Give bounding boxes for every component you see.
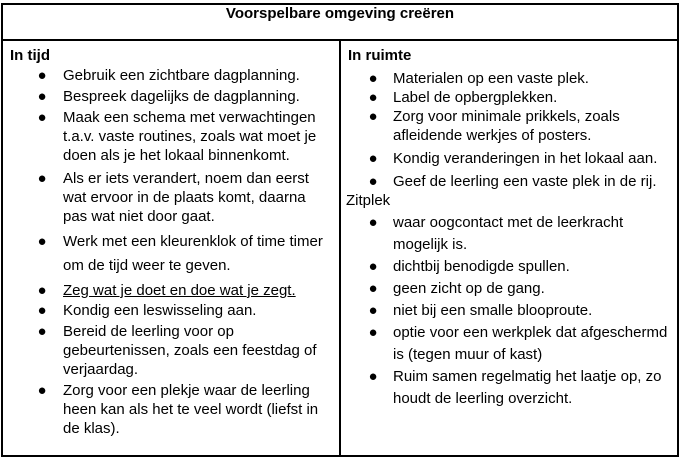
list-item: ● Kondig veranderingen in het lokaal aan. [368, 150, 658, 167]
list-in-tijd [3, 66, 339, 438]
list-zitplek [341, 212, 677, 410]
bullet-icon: ● [37, 170, 47, 187]
list-item: ● waar oogcontact met de leerkracht mogelijk is. [368, 214, 624, 253]
bullet-icon: ● [37, 67, 47, 84]
list-item: ● Zorg voor minimale prikkels, zoals afleidende werkjes of posters. [368, 108, 620, 144]
bullet-icon: ● [368, 89, 378, 106]
bullet-icon: ● [37, 282, 47, 299]
bullet-icon: ● [368, 258, 378, 275]
document-table [1, 3, 679, 457]
list-item: ● Als er iets verandert, noem dan eerst wat ervoor in de plaats komt, daarna pas wat niet door gaat. [37, 170, 309, 225]
bullet-icon: ● [368, 70, 378, 87]
bullet-icon: ● [368, 368, 378, 385]
bullet-icon: ● [368, 302, 378, 319]
bullet-icon: ● [368, 173, 378, 190]
heading-in-ruimte: In ruimte [348, 47, 412, 64]
subheading-zitplek: Zitplek [346, 192, 391, 209]
table-title: Voorspelbare omgeving creëren [2, 4, 678, 40]
list-item: ● Gebruik een zichtbare dagplanning. [37, 67, 300, 84]
list-item: ● Zeg wat je doet en doe wat je zegt. [37, 282, 296, 299]
bullet-icon: ● [368, 214, 378, 231]
list-item: ● Zorg voor een plekje waar de leerling heen kan als het te veel wordt (liefst in de klas). [37, 382, 319, 437]
list-item: ● Materialen op een vaste plek. [368, 70, 589, 87]
column-in-tijd [2, 40, 340, 456]
bullet-icon: ● [368, 280, 378, 297]
bullet-icon: ● [37, 88, 47, 105]
list-item: ● Bereid de leerling voor op gebeurtenissen, zoals een feestdag of verjaardag. [37, 323, 317, 378]
list-item: ● niet bij een smalle blooproute. [341, 300, 677, 322]
bullet-icon: ● [37, 382, 47, 399]
bullet-icon: ● [37, 302, 47, 319]
list-item: ● Ruim samen regelmatig het laatje op, zo houdt de leerling overzicht. [368, 368, 662, 407]
list-item: ● Label de opbergplekken. [368, 89, 558, 106]
heading-in-tijd: In tijd [10, 47, 50, 64]
bullet-icon: ● [368, 108, 378, 125]
bullet-icon: ● [37, 233, 47, 250]
bullet-icon: ● [37, 109, 47, 126]
bullet-icon: ● [37, 323, 47, 340]
list-item: ● Kondig een leswisseling aan. [37, 302, 257, 319]
column-in-ruimte [340, 40, 678, 456]
bullet-icon: ● [368, 324, 378, 341]
list-item: ● Bespreek dagelijks de dagplanning. [37, 88, 300, 105]
list-item: ● Maak een schema met verwachtingen t.a.v. vaste routines, zoals wat moet je doen als je het lokaal binnenkomt. [37, 109, 317, 164]
list-item: ● Geef de leerling een vaste plek in de rij. [368, 173, 657, 190]
list-item: ● optie voor een werkplek dat afgeschermd is (tegen muur of kast) [368, 324, 668, 363]
list-item: ● Werk met een kleurenklok of time timer om de tijd weer te geven. [3, 230, 339, 278]
list-item: ● dichtbij benodigde spullen. [341, 256, 677, 278]
list-in-ruimte [341, 69, 677, 191]
bullet-icon: ● [368, 150, 378, 167]
list-item: ● geen zicht op de gang. [341, 278, 677, 300]
